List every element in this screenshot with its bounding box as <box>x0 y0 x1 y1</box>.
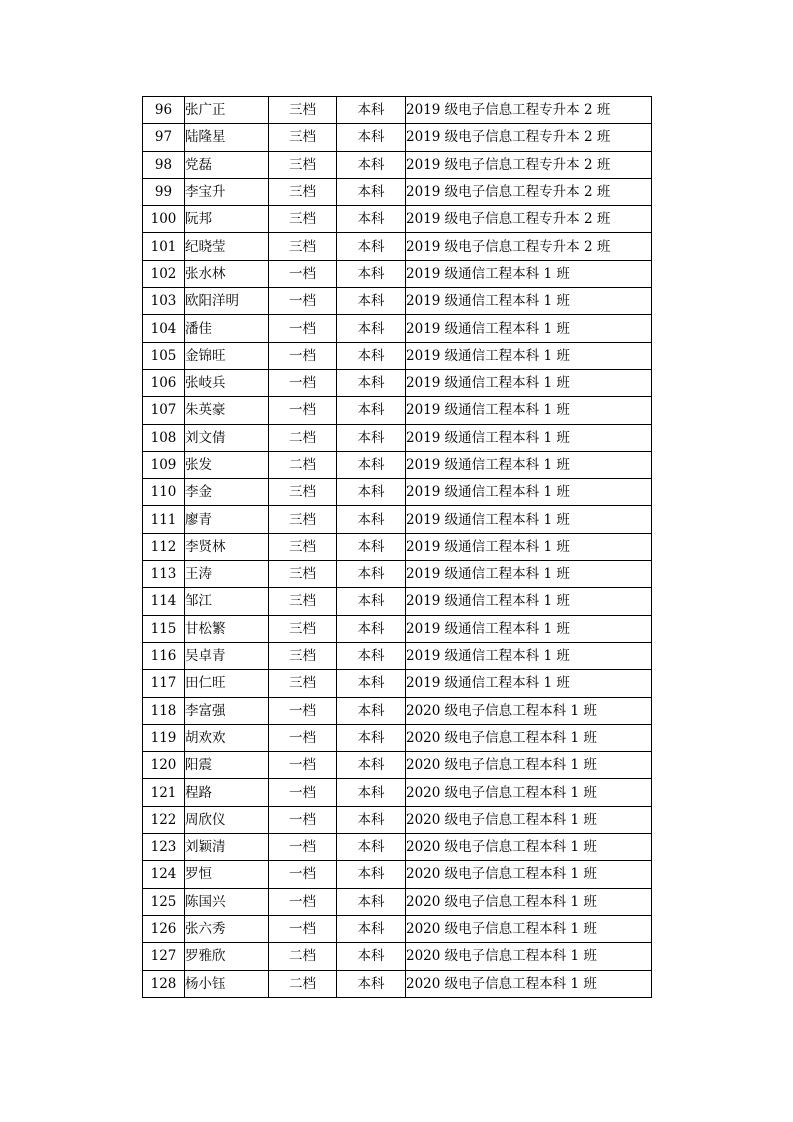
level-cell: 本科 <box>337 615 406 642</box>
table-row <box>143 724 652 751</box>
grade-cell: 一档 <box>269 752 337 779</box>
grade-cell: 三档 <box>269 206 337 233</box>
grade-cell: 二档 <box>269 943 337 970</box>
table-row <box>143 506 652 533</box>
level-cell: 本科 <box>337 697 406 724</box>
row-number-cell: 122 <box>143 806 185 833</box>
table-row <box>143 588 652 615</box>
level-cell: 本科 <box>337 861 406 888</box>
class-cell: 2019 级电子信息工程专升本 2 班 <box>406 178 652 205</box>
student-name-cell: 纪晓莹 <box>185 233 269 260</box>
row-number-cell: 115 <box>143 615 185 642</box>
student-name-cell: 张六秀 <box>185 915 269 942</box>
grade-cell: 三档 <box>269 151 337 178</box>
student-name-cell: 张水林 <box>185 260 269 287</box>
grade-cell: 三档 <box>269 561 337 588</box>
row-number-cell: 107 <box>143 397 185 424</box>
row-number-cell: 127 <box>143 943 185 970</box>
table-row <box>143 697 652 724</box>
table-row <box>143 151 652 178</box>
table-row <box>143 342 652 369</box>
class-cell: 2019 级电子信息工程专升本 2 班 <box>406 206 652 233</box>
level-cell: 本科 <box>337 369 406 396</box>
grade-cell: 三档 <box>269 533 337 560</box>
class-cell: 2020 级电子信息工程本科 1 班 <box>406 779 652 806</box>
class-cell: 2019 级通信工程本科 1 班 <box>406 479 652 506</box>
student-name-cell: 周欣仪 <box>185 806 269 833</box>
class-cell: 2020 级电子信息工程本科 1 班 <box>406 970 652 997</box>
row-number-cell: 103 <box>143 288 185 315</box>
row-number-cell: 96 <box>143 97 185 124</box>
grade-cell: 二档 <box>269 451 337 478</box>
row-number-cell: 100 <box>143 206 185 233</box>
row-number-cell: 118 <box>143 697 185 724</box>
student-name-cell: 廖青 <box>185 506 269 533</box>
grade-cell: 三档 <box>269 479 337 506</box>
row-number-cell: 102 <box>143 260 185 287</box>
grade-cell: 二档 <box>269 970 337 997</box>
table-row <box>143 97 652 124</box>
level-cell: 本科 <box>337 479 406 506</box>
table-row <box>143 670 652 697</box>
grade-cell: 三档 <box>269 670 337 697</box>
class-cell: 2019 级电子信息工程专升本 2 班 <box>406 151 652 178</box>
student-name-cell: 朱英豪 <box>185 397 269 424</box>
table-row <box>143 124 652 151</box>
row-number-cell: 99 <box>143 178 185 205</box>
table-row <box>143 861 652 888</box>
row-number-cell: 123 <box>143 834 185 861</box>
student-name-cell: 田仁旺 <box>185 670 269 697</box>
roster-body <box>143 97 652 998</box>
table-row <box>143 915 652 942</box>
table-row <box>143 943 652 970</box>
grade-cell: 一档 <box>269 342 337 369</box>
class-cell: 2019 级通信工程本科 1 班 <box>406 561 652 588</box>
student-name-cell: 张岐兵 <box>185 369 269 396</box>
table-row <box>143 233 652 260</box>
row-number-cell: 128 <box>143 970 185 997</box>
class-cell: 2019 级电子信息工程专升本 2 班 <box>406 124 652 151</box>
row-number-cell: 117 <box>143 670 185 697</box>
level-cell: 本科 <box>337 752 406 779</box>
level-cell: 本科 <box>337 588 406 615</box>
row-number-cell: 120 <box>143 752 185 779</box>
student-name-cell: 阮邦 <box>185 206 269 233</box>
grade-cell: 一档 <box>269 260 337 287</box>
class-cell: 2020 级电子信息工程本科 1 班 <box>406 915 652 942</box>
level-cell: 本科 <box>337 233 406 260</box>
grade-cell: 三档 <box>269 97 337 124</box>
class-cell: 2019 级通信工程本科 1 班 <box>406 424 652 451</box>
student-name-cell: 杨小钰 <box>185 970 269 997</box>
level-cell: 本科 <box>337 260 406 287</box>
row-number-cell: 105 <box>143 342 185 369</box>
table-row <box>143 615 652 642</box>
level-cell: 本科 <box>337 151 406 178</box>
student-name-cell: 金锦旺 <box>185 342 269 369</box>
table-row <box>143 288 652 315</box>
table-row <box>143 451 652 478</box>
table-row <box>143 479 652 506</box>
student-name-cell: 罗恒 <box>185 861 269 888</box>
table-row <box>143 178 652 205</box>
level-cell: 本科 <box>337 97 406 124</box>
student-name-cell: 罗雅欣 <box>185 943 269 970</box>
student-name-cell: 张发 <box>185 451 269 478</box>
level-cell: 本科 <box>337 506 406 533</box>
level-cell: 本科 <box>337 834 406 861</box>
row-number-cell: 114 <box>143 588 185 615</box>
row-number-cell: 125 <box>143 888 185 915</box>
level-cell: 本科 <box>337 970 406 997</box>
row-number-cell: 112 <box>143 533 185 560</box>
level-cell: 本科 <box>337 178 406 205</box>
level-cell: 本科 <box>337 806 406 833</box>
level-cell: 本科 <box>337 724 406 751</box>
row-number-cell: 97 <box>143 124 185 151</box>
level-cell: 本科 <box>337 561 406 588</box>
student-name-cell: 胡欢欢 <box>185 724 269 751</box>
grade-cell: 一档 <box>269 834 337 861</box>
table-row <box>143 806 652 833</box>
class-cell: 2019 级通信工程本科 1 班 <box>406 533 652 560</box>
class-cell: 2019 级通信工程本科 1 班 <box>406 315 652 342</box>
grade-cell: 二档 <box>269 424 337 451</box>
class-cell: 2020 级电子信息工程本科 1 班 <box>406 861 652 888</box>
level-cell: 本科 <box>337 670 406 697</box>
class-cell: 2019 级电子信息工程专升本 2 班 <box>406 233 652 260</box>
student-name-cell: 刘颖清 <box>185 834 269 861</box>
level-cell: 本科 <box>337 943 406 970</box>
row-number-cell: 116 <box>143 642 185 669</box>
row-number-cell: 106 <box>143 369 185 396</box>
table-row <box>143 533 652 560</box>
level-cell: 本科 <box>337 397 406 424</box>
table-row <box>143 206 652 233</box>
grade-cell: 一档 <box>269 697 337 724</box>
grade-cell: 三档 <box>269 588 337 615</box>
grade-cell: 一档 <box>269 806 337 833</box>
level-cell: 本科 <box>337 779 406 806</box>
row-number-cell: 108 <box>143 424 185 451</box>
row-number-cell: 109 <box>143 451 185 478</box>
level-cell: 本科 <box>337 533 406 560</box>
student-name-cell: 程路 <box>185 779 269 806</box>
class-cell: 2020 级电子信息工程本科 1 班 <box>406 943 652 970</box>
level-cell: 本科 <box>337 424 406 451</box>
student-name-cell: 陈国兴 <box>185 888 269 915</box>
class-cell: 2020 级电子信息工程本科 1 班 <box>406 697 652 724</box>
grade-cell: 一档 <box>269 369 337 396</box>
grade-cell: 一档 <box>269 288 337 315</box>
level-cell: 本科 <box>337 288 406 315</box>
student-name-cell: 张广正 <box>185 97 269 124</box>
student-name-cell: 吴卓青 <box>185 642 269 669</box>
class-cell: 2019 级通信工程本科 1 班 <box>406 506 652 533</box>
table-row <box>143 424 652 451</box>
table-row <box>143 752 652 779</box>
row-number-cell: 104 <box>143 315 185 342</box>
table-row <box>143 779 652 806</box>
row-number-cell: 121 <box>143 779 185 806</box>
student-name-cell: 阳震 <box>185 752 269 779</box>
grade-cell: 一档 <box>269 888 337 915</box>
student-name-cell: 刘文倩 <box>185 424 269 451</box>
class-cell: 2019 级通信工程本科 1 班 <box>406 615 652 642</box>
grade-cell: 一档 <box>269 779 337 806</box>
class-cell: 2019 级通信工程本科 1 班 <box>406 588 652 615</box>
student-name-cell: 李富强 <box>185 697 269 724</box>
level-cell: 本科 <box>337 315 406 342</box>
row-number-cell: 126 <box>143 915 185 942</box>
class-cell: 2019 级通信工程本科 1 班 <box>406 288 652 315</box>
class-cell: 2019 级通信工程本科 1 班 <box>406 369 652 396</box>
class-cell: 2019 级通信工程本科 1 班 <box>406 260 652 287</box>
class-cell: 2019 级通信工程本科 1 班 <box>406 451 652 478</box>
row-number-cell: 113 <box>143 561 185 588</box>
student-name-cell: 邹江 <box>185 588 269 615</box>
table-row <box>143 561 652 588</box>
grade-cell: 三档 <box>269 506 337 533</box>
class-cell: 2020 级电子信息工程本科 1 班 <box>406 806 652 833</box>
student-name-cell: 李金 <box>185 479 269 506</box>
grade-cell: 一档 <box>269 397 337 424</box>
class-cell: 2019 级通信工程本科 1 班 <box>406 642 652 669</box>
level-cell: 本科 <box>337 888 406 915</box>
table-row <box>143 260 652 287</box>
class-cell: 2020 级电子信息工程本科 1 班 <box>406 888 652 915</box>
level-cell: 本科 <box>337 451 406 478</box>
table-row <box>143 369 652 396</box>
row-number-cell: 111 <box>143 506 185 533</box>
row-number-cell: 98 <box>143 151 185 178</box>
level-cell: 本科 <box>337 342 406 369</box>
class-cell: 2020 级电子信息工程本科 1 班 <box>406 724 652 751</box>
level-cell: 本科 <box>337 206 406 233</box>
grade-cell: 三档 <box>269 124 337 151</box>
class-cell: 2019 级通信工程本科 1 班 <box>406 397 652 424</box>
student-name-cell: 李宝升 <box>185 178 269 205</box>
class-cell: 2020 级电子信息工程本科 1 班 <box>406 834 652 861</box>
class-cell: 2019 级通信工程本科 1 班 <box>406 670 652 697</box>
row-number-cell: 101 <box>143 233 185 260</box>
table-row <box>143 970 652 997</box>
grade-cell: 三档 <box>269 642 337 669</box>
grade-cell: 一档 <box>269 724 337 751</box>
row-number-cell: 110 <box>143 479 185 506</box>
level-cell: 本科 <box>337 642 406 669</box>
table-row <box>143 888 652 915</box>
level-cell: 本科 <box>337 124 406 151</box>
level-cell: 本科 <box>337 915 406 942</box>
grade-cell: 一档 <box>269 861 337 888</box>
row-number-cell: 124 <box>143 861 185 888</box>
grade-cell: 三档 <box>269 615 337 642</box>
grade-cell: 三档 <box>269 178 337 205</box>
class-cell: 2019 级电子信息工程专升本 2 班 <box>406 97 652 124</box>
class-cell: 2020 级电子信息工程本科 1 班 <box>406 752 652 779</box>
student-name-cell: 王涛 <box>185 561 269 588</box>
table-row <box>143 834 652 861</box>
table-row <box>143 397 652 424</box>
student-name-cell: 甘松繁 <box>185 615 269 642</box>
student-name-cell: 潘佳 <box>185 315 269 342</box>
grade-cell: 三档 <box>269 233 337 260</box>
grade-cell: 一档 <box>269 915 337 942</box>
student-name-cell: 党磊 <box>185 151 269 178</box>
row-number-cell: 119 <box>143 724 185 751</box>
class-cell: 2019 级通信工程本科 1 班 <box>406 342 652 369</box>
student-name-cell: 李贤林 <box>185 533 269 560</box>
student-name-cell: 陆隆星 <box>185 124 269 151</box>
student-name-cell: 欧阳洋明 <box>185 288 269 315</box>
table-row <box>143 315 652 342</box>
table-row <box>143 642 652 669</box>
student-roster-table <box>142 96 652 998</box>
grade-cell: 一档 <box>269 315 337 342</box>
